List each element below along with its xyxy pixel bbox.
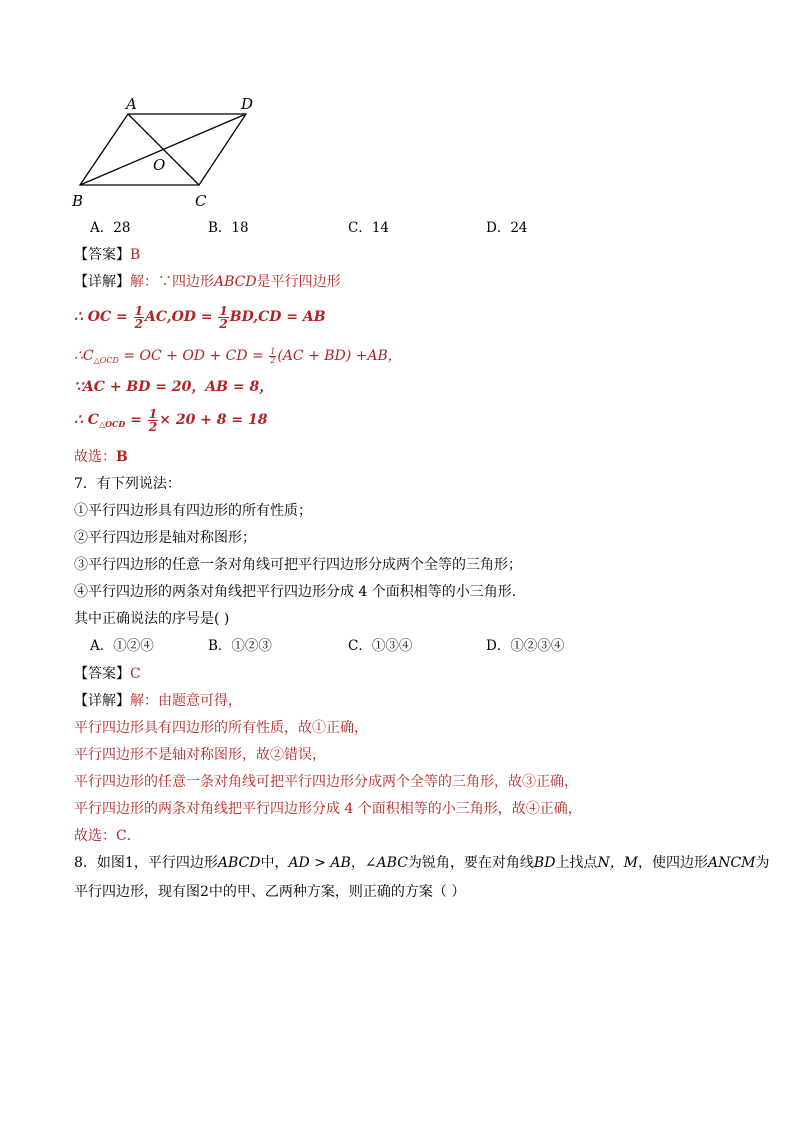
q7-stem: 7．有下列说法： — [74, 476, 181, 492]
q7-answer: 【答案】C — [74, 666, 141, 682]
q6-choice-a: A．28 — [90, 220, 131, 236]
q7-statement-2: ②平行四边形是轴对称图形； — [74, 530, 256, 546]
q7-conclusion: 故选：C． — [74, 828, 141, 844]
q8-line-1: 8．如图1，平行四边形ABCD中，AD > AB，∠ABC为锐角，要在对角线BD上找点N，M，使四边形ANCM为 — [74, 855, 770, 871]
q6-choice-c: C．14 — [348, 220, 390, 236]
q6-choice-b: B．18 — [208, 220, 249, 236]
q7-choice-d: D．①②③④ — [486, 638, 565, 654]
label-o: O — [153, 156, 166, 174]
label-a: A — [126, 95, 137, 113]
q6-step1: ∴ OC = $\frac{1}{2}$ AC,OD = $\frac{1}{2}$ BD,CD = AB — [74, 303, 326, 331]
q7-detail-4: 平行四边形的两条对角线把平行四边形分成 4 个面积相等的小三角形，故④正确， — [74, 801, 582, 817]
q6-detail: 【详解】解：∵四边形ABCD是平行四边形 — [74, 274, 341, 290]
q7-detail-2: 平行四边形不是轴对称图形，故②错误， — [74, 747, 326, 763]
q6-conclusion: 故选：B — [74, 449, 128, 465]
q6-step2: $\therefore C_{\triangle OCD}$ = OC + OD + CD = $\frac{1}{2}$ (AC + BD) +AB， — [74, 346, 402, 365]
q6-choice-d: D．24 — [486, 220, 528, 236]
q7-detail-3: 平行四边形的任意一条对角线可把平行四边形分成两个全等的三角形，故③正确， — [74, 774, 578, 790]
parallelogram-figure — [66, 92, 276, 212]
q7-statement-1: ①平行四边形具有四边形的所有性质； — [74, 503, 312, 519]
label-c: C — [195, 192, 207, 210]
label-d: D — [241, 95, 254, 113]
q7-detail: 【详解】解：由题意可得， — [74, 693, 242, 709]
q7-statement-4: ④平行四边形的两条对角线把平行四边形分成 4 个面积相等的小三角形． — [74, 584, 526, 600]
q7-choice-c: C．①③④ — [348, 638, 413, 654]
label-b: B — [72, 192, 84, 210]
q6-step4: ∴ $C_{\triangle OCD}$ = $\frac{1}{2}$ × 20 + 8 = 18 — [74, 406, 268, 434]
q7-statement-3: ③平行四边形的任意一条对角线可把平行四边形分成两个全等的三角形； — [74, 557, 522, 573]
q7-choice-a: A．①②④ — [90, 638, 154, 654]
q8-line-2: 平行四边形，现有图2中的甲、乙两种方案，则正确的方案（ ） — [74, 884, 466, 900]
q7-detail-1: 平行四边形具有四边形的所有性质，故①正确， — [74, 720, 368, 736]
diagonal-bd — [80, 114, 246, 185]
q6-answer: 【答案】B — [74, 247, 141, 263]
q7-ask: 其中正确说法的序号是( ) — [74, 611, 230, 627]
q7-choice-b: B．①②③ — [208, 638, 272, 654]
q6-step3: ∵AC + BD = 20，AB = 8， — [74, 379, 274, 395]
